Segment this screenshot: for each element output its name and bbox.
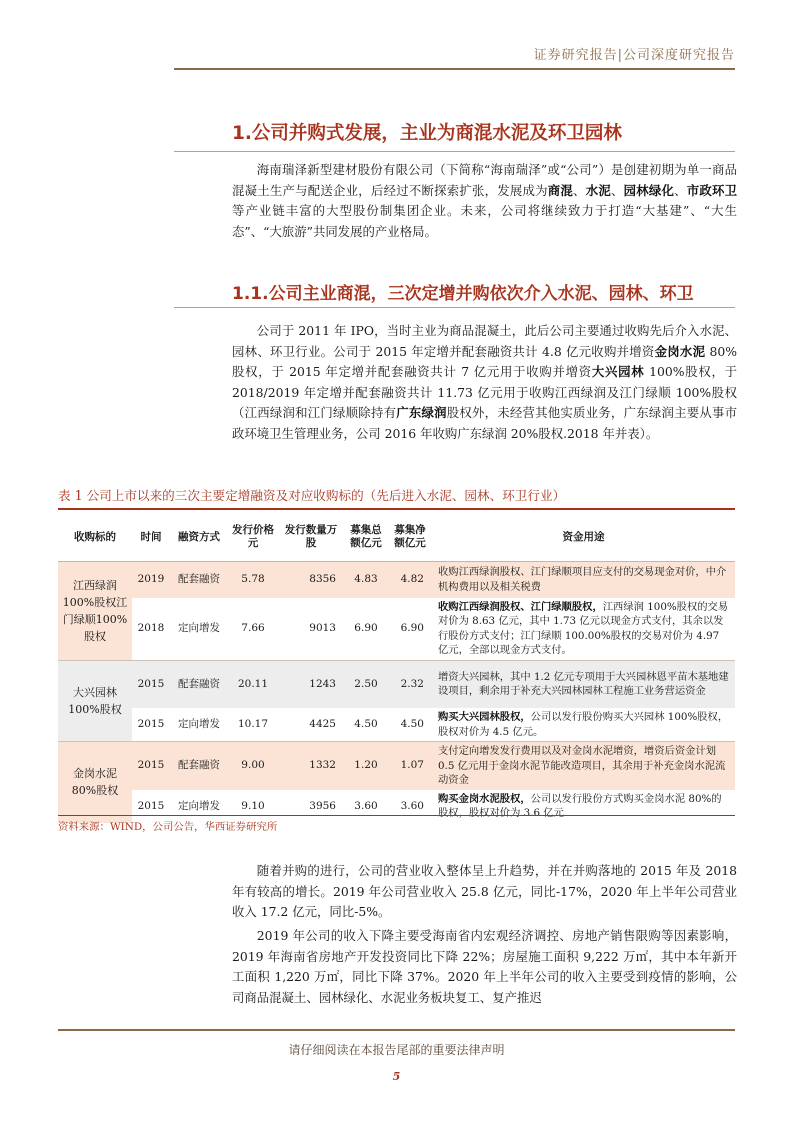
shares-cell: 4425 bbox=[278, 708, 344, 742]
col-method: 融资方式 bbox=[170, 513, 228, 562]
section-title: 1.公司并购式发展，主业为商混水泥及环卫园林 bbox=[232, 123, 622, 144]
subsection-title: 1.1.公司主业商混，三次定增并购依次介入水泥、园林、环卫 bbox=[232, 284, 694, 304]
shares-cell: 1243 bbox=[278, 660, 344, 708]
net-cell: 4.50 bbox=[388, 708, 432, 742]
total-cell: 3.60 bbox=[344, 790, 388, 823]
decline-paragraph: 2019 年公司的收入下降主要受海南省内宏观经济调控、房地产销售限购等因素影响，2019 年海南省房地产开发投资同比下降 22%；房屋施工面积 9,222 万㎡，其中本年新开工面积 1,220 万㎡，同比下降 37%。2020 年上半年公司的收入主要受到疫情的影响，公司商品混凝土、园林绿化、水泥业务板块复工、复产推迟 bbox=[232, 928, 737, 1005]
shares-cell: 9013 bbox=[278, 598, 344, 661]
page-number: 5 bbox=[392, 1070, 401, 1083]
table-row bbox=[58, 742, 735, 790]
time-cell: 2015 bbox=[132, 790, 170, 823]
use-cell: 购买大兴园林股权，公司以发行股份购买大兴园林 100%股权，股权对价为 4.5 亿元。 bbox=[432, 708, 735, 742]
time-cell: 2015 bbox=[132, 742, 170, 790]
time-cell: 2015 bbox=[132, 660, 170, 708]
price-cell: 9.00 bbox=[228, 742, 278, 790]
total-cell: 4.50 bbox=[344, 708, 388, 742]
net-cell: 4.82 bbox=[388, 562, 432, 598]
section-title-underline bbox=[174, 151, 735, 152]
revenue-paragraph: 随着并购的进行，公司的营业收入整体呈上升趋势，并在并购落地的 2015 年及 2018 年有较高的增长。2019 年公司营业收入 25.8 亿元，同比-17%，2020 年上半年公司营业收入 17.2 亿元，同比-5%。 bbox=[232, 863, 737, 919]
col-shares: 发行数量万股 bbox=[278, 513, 344, 562]
time-cell: 2015 bbox=[132, 708, 170, 742]
method-cell: 配套融资 bbox=[170, 562, 228, 598]
col-target: 收购标的 bbox=[58, 513, 132, 562]
net-cell: 2.32 bbox=[388, 660, 432, 708]
price-cell: 20.11 bbox=[228, 660, 278, 708]
shares-cell: 1332 bbox=[278, 742, 344, 790]
financing-table bbox=[58, 513, 735, 823]
table-caption: 表 1 公司上市以来的三次主要定增融资及对应收购标的（先后进入水泥、园林、环卫行业） bbox=[58, 488, 566, 503]
net-cell: 1.07 bbox=[388, 742, 432, 790]
subsection-title-underline bbox=[174, 307, 735, 308]
method-cell: 定向增发 bbox=[170, 598, 228, 661]
table-row bbox=[58, 598, 735, 661]
intro-paragraph: 海南瑞泽新型建材股份有限公司（下简称“海南瑞泽”或“公司”）是创建初期为单一商品混凝土生产与配送企业，后经过不断探索扩张，发展成为商混、水泥、园林绿化、市政环卫等产业链丰富的大型股份制集团企业。未来，公司将继续致力于打造“大基建”、“大生态”、“大旅游”共同发展的产业格局。 bbox=[232, 162, 738, 239]
table-row bbox=[58, 562, 735, 598]
shares-cell: 3956 bbox=[278, 790, 344, 823]
use-cell: 购买金岗水泥股权，公司以发行股份方式购买金岗水泥 80%的股权，股权对价为 3.6 亿元 bbox=[432, 790, 735, 823]
price-cell: 10.17 bbox=[228, 708, 278, 742]
net-cell: 3.60 bbox=[388, 790, 432, 823]
use-cell: 增资大兴园林，其中 1.2 亿元专项用于大兴园林恩平苗木基地建设项目，剩余用于补充大兴园林园林工程施工业务营运资金 bbox=[432, 660, 735, 708]
table-source: 资料来源：WIND，公司公告，华西证券研究所 bbox=[58, 821, 278, 833]
total-cell: 4.83 bbox=[344, 562, 388, 598]
report-header: 证券研究报告|公司深度研究报告 bbox=[533, 48, 735, 63]
col-time: 时间 bbox=[132, 513, 170, 562]
use-cell: 收购江西绿润股权、江门绿顺项目应支付的交易现金对价，中介机构费用以及相关税费 bbox=[432, 562, 735, 598]
target-cell: 江西绿润100%股权江门绿顺100%股权 bbox=[58, 562, 132, 661]
col-total: 募集总额亿元 bbox=[344, 513, 388, 562]
table-top-rule bbox=[58, 508, 735, 510]
total-cell: 1.20 bbox=[344, 742, 388, 790]
col-use: 资金用途 bbox=[432, 513, 735, 562]
total-cell: 6.90 bbox=[344, 598, 388, 661]
legal-notice: 请仔细阅读在本报告尾部的重要法律声明 bbox=[288, 1043, 505, 1057]
total-cell: 2.50 bbox=[344, 660, 388, 708]
history-paragraph: 公司于 2011 年 IPO，当时主业为商品混凝土，此后公司主要通过收购先后介入水泥、园林、环卫行业。公司于 2015 年定增并配套融资共计 4.8 亿元收购并增资金岗水泥 80%股权，于 2015 年定增并配套融资共计 7 亿元用于收购并增资大兴园林 100%股权，于 2018/2019 年定增并配套融资共计 11.73 亿元用于收购江西绿润及江门绿顺 100%股权（江西绿润和江门绿顺除持有广东绿润股权外，未经营其他实质业务，广东绿润主要从事市政环境卫生管理业务，公司 2016 年收购广东绿润 20%股权.2018 年并表）。 bbox=[232, 323, 738, 441]
target-cell: 大兴园林100%股权 bbox=[58, 660, 132, 742]
table-row bbox=[58, 660, 735, 708]
table-bottom-rule bbox=[58, 815, 735, 816]
shares-cell: 8356 bbox=[278, 562, 344, 598]
price-cell: 7.66 bbox=[228, 598, 278, 661]
use-cell: 支付定向增发发行费用以及对金岗水泥增资，增资后资金计划 0.5 亿元用于金岗水泥节能改造项目，其余用于补充金岗水泥流动资金 bbox=[432, 742, 735, 790]
table-header-row bbox=[58, 513, 735, 562]
time-cell: 2019 bbox=[132, 562, 170, 598]
price-cell: 5.78 bbox=[228, 562, 278, 598]
price-cell: 9.10 bbox=[228, 790, 278, 823]
footer-divider bbox=[58, 1029, 735, 1031]
use-cell: 收购江西绿润股权、江门绿顺股权，江西绿润 100%股权的交易对价为 8.63 亿元，其中 1.73 亿元以现金方式支付，其余以发行股份方式支付；江门绿顺 100.00%股权的交易对价为 4.97 亿元，全部以现金方式支付。 bbox=[432, 598, 735, 661]
target-cell: 金岗水泥80%股权 bbox=[58, 742, 132, 823]
method-cell: 配套融资 bbox=[170, 742, 228, 790]
col-price: 发行价格元 bbox=[228, 513, 278, 562]
method-cell: 定向增发 bbox=[170, 708, 228, 742]
method-cell: 配套融资 bbox=[170, 660, 228, 708]
net-cell: 6.90 bbox=[388, 598, 432, 661]
time-cell: 2018 bbox=[132, 598, 170, 661]
method-cell: 定向增发 bbox=[170, 790, 228, 823]
header-divider bbox=[174, 68, 735, 70]
col-net: 募集净额亿元 bbox=[388, 513, 432, 562]
table-row bbox=[58, 708, 735, 742]
